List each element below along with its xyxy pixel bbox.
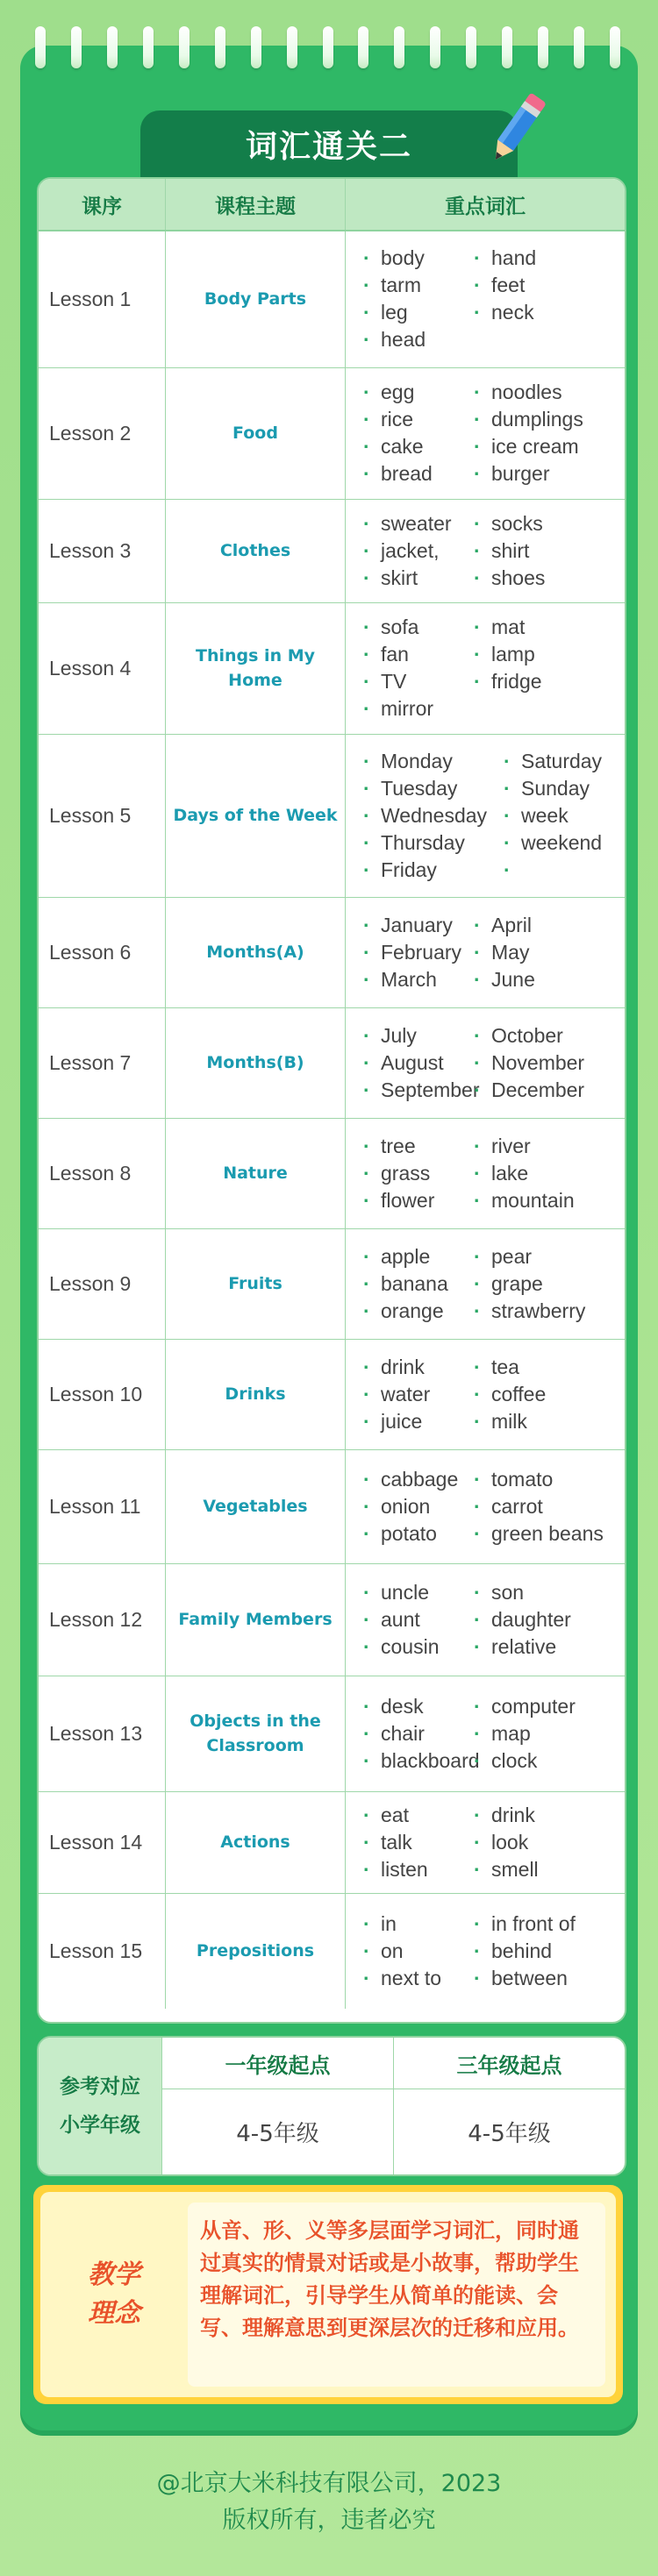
vocabulary-word: · shirt: [474, 537, 545, 565]
vocabulary-word: · August: [363, 1050, 474, 1077]
vocabulary-word: · lamp: [474, 641, 542, 668]
vocabulary-column: [363, 1022, 480, 1104]
lesson-vocabulary: [346, 1563, 626, 1676]
grade-reference-label-line2: 小学年级: [60, 2114, 140, 2137]
vocabulary-word: · tomato: [474, 1466, 604, 1493]
vocabulary-word: · daughter: [474, 1606, 571, 1633]
table-row: [39, 231, 625, 367]
vocabulary-word: · September: [363, 1077, 474, 1104]
vocabulary-word: · grass: [363, 1160, 474, 1187]
vocabulary-word: · feet: [474, 272, 536, 299]
vocabulary-word: · bread: [363, 460, 474, 487]
vocabulary-list: [346, 1905, 625, 1997]
binder-ring: [394, 26, 404, 68]
lesson-vocabulary: [346, 602, 626, 734]
teaching-label-line2: 理念: [88, 2298, 140, 2329]
lesson-topic: Days of the Week: [166, 734, 346, 897]
grade-column-first: [162, 2038, 394, 2174]
vocabulary-word: · sweater: [363, 510, 474, 537]
vocabulary-word: · socks: [474, 510, 545, 537]
vocabulary-column: [363, 510, 474, 592]
vocabulary-word: · Wednesday: [363, 802, 504, 829]
table-row: [39, 602, 625, 734]
lesson-number: Lesson 4: [39, 602, 166, 734]
vocabulary-word: · blackboard: [363, 1747, 474, 1775]
vocabulary-word: · potato: [363, 1520, 474, 1548]
lesson-number: Lesson 5: [39, 734, 166, 897]
table-row: [39, 897, 625, 1007]
copyright-footer: [0, 2466, 658, 2539]
vocabulary-list: [346, 1348, 625, 1441]
vocabulary-word: · TV: [363, 668, 474, 695]
vocabulary-column: [363, 1579, 474, 1661]
lesson-topic: Things in My Home: [166, 602, 346, 734]
vocabulary-column: [474, 245, 536, 353]
lesson-topic: Nature: [166, 1118, 346, 1228]
vocabulary-word: · hand: [474, 245, 536, 272]
lesson-vocabulary: [346, 499, 626, 602]
lesson-topic: Fruits: [166, 1228, 346, 1339]
vocabulary-column: [363, 1911, 474, 1992]
vocabulary-word: · on: [363, 1938, 474, 1965]
vocabulary-word: · noodles: [474, 379, 583, 406]
vocabulary-word: · skirt: [363, 565, 474, 592]
vocabulary-column: [363, 1466, 474, 1548]
lesson-number: Lesson 7: [39, 1007, 166, 1118]
lesson-number: Lesson 14: [39, 1791, 166, 1893]
vocabulary-word: · river: [474, 1133, 575, 1160]
copyright-line1: @北京大米科技有限公司，2023: [156, 2470, 502, 2497]
lesson-number: Lesson 2: [39, 367, 166, 499]
lesson-number: Lesson 11: [39, 1449, 166, 1563]
vocabulary-word: · onion: [363, 1493, 474, 1520]
vocabulary-word: · head: [363, 326, 474, 353]
vocabulary-column: [474, 1354, 546, 1435]
lesson-number: Lesson 8: [39, 1118, 166, 1228]
grade-column-third-value: 4-5年级: [468, 2121, 551, 2147]
vocabulary-list: [346, 505, 625, 597]
vocabulary-word: · lake: [474, 1160, 575, 1187]
vocabulary-word: [504, 857, 602, 884]
lesson-vocabulary: [346, 1118, 626, 1228]
lesson-vocabulary: [346, 1449, 626, 1563]
lesson-number: Lesson 6: [39, 897, 166, 1007]
lesson-vocabulary: [346, 1228, 626, 1339]
binder-ring: [574, 26, 584, 68]
vocabulary-word: · carrot: [474, 1493, 604, 1520]
vocabulary-word: · egg: [363, 379, 474, 406]
vocabulary-word: · fridge: [474, 668, 542, 695]
vocabulary-word: · drink: [363, 1354, 474, 1381]
vocabulary-word: · drink: [474, 1802, 539, 1829]
table-row: [39, 1228, 625, 1339]
teaching-philosophy-inner: [40, 2192, 616, 2397]
lesson-topic: Vegetables: [166, 1449, 346, 1563]
lesson-number: Lesson 15: [39, 1893, 166, 2009]
vocabulary-word: · December: [474, 1077, 584, 1104]
lesson-number: Lesson 9: [39, 1228, 166, 1339]
vocabulary-word: · leg: [363, 299, 474, 326]
table-row: [39, 499, 625, 602]
header-lesson: 课序: [39, 179, 166, 231]
vocabulary-list: [346, 1574, 625, 1666]
binder-ring: [251, 26, 261, 68]
table-header-row: [39, 179, 625, 231]
vocabulary-column: [363, 1133, 474, 1214]
vocabulary-word: · tea: [474, 1354, 546, 1381]
vocabulary-word: · talk: [363, 1829, 474, 1856]
vocabulary-word: · listen: [363, 1856, 474, 1883]
vocabulary-list: [346, 239, 625, 359]
lesson-number: Lesson 10: [39, 1339, 166, 1449]
vocabulary-word: · juice: [363, 1408, 474, 1435]
vocabulary-column: [474, 1466, 604, 1548]
vocabulary-word: · Sunday: [504, 775, 602, 802]
vocabulary-word: · son: [474, 1579, 571, 1606]
vocabulary-word: · desk: [363, 1693, 474, 1720]
binder-ring: [610, 26, 620, 68]
vocabulary-word: · fan: [363, 641, 474, 668]
vocabulary-word: · banana: [363, 1270, 474, 1298]
lesson-topic: Prepositions: [166, 1893, 346, 2009]
lesson-topic: Clothes: [166, 499, 346, 602]
vocabulary-word: · water: [363, 1381, 474, 1408]
vocabulary-word: · cake: [363, 433, 474, 460]
vocabulary-word: · flower: [363, 1187, 474, 1214]
vocabulary-column: [474, 1133, 575, 1214]
vocabulary-list: [346, 907, 625, 999]
binder-ring: [215, 26, 225, 68]
lesson-vocabulary: [346, 897, 626, 1007]
vocabulary-word: · clock: [474, 1747, 576, 1775]
vocabulary-column: [474, 510, 545, 592]
binder-ring: [287, 26, 297, 68]
vocabulary-column: [363, 1243, 474, 1325]
vocabulary-word: · aunt: [363, 1606, 474, 1633]
vocabulary-word: · orange: [363, 1298, 474, 1325]
lesson-topic: Body Parts: [166, 231, 346, 367]
vocabulary-word: · rice: [363, 406, 474, 433]
vocabulary-word: · burger: [474, 460, 583, 487]
vocabulary-list: [346, 1461, 625, 1553]
vocabulary-word: · Friday: [363, 857, 504, 884]
vocabulary-word: · green beans: [474, 1520, 604, 1548]
vocabulary-column: [474, 1693, 576, 1775]
vocabulary-word: · cabbage: [363, 1466, 474, 1493]
grade-column-third-head: 三年级起点: [394, 2038, 625, 2089]
vocabulary-word: · pear: [474, 1243, 585, 1270]
vocabulary-word: · November: [474, 1050, 584, 1077]
vocabulary-column: [363, 379, 474, 487]
binder-ring: [538, 26, 548, 68]
vocabulary-word: · week: [504, 802, 602, 829]
vocabulary-word: · neck: [474, 299, 536, 326]
lesson-number: Lesson 1: [39, 231, 166, 367]
copyright-line2: 版权所有，违者必究: [222, 2507, 436, 2534]
teaching-philosophy-box: [33, 2185, 623, 2404]
vocabulary-column: [363, 1354, 474, 1435]
teaching-philosophy-label: [49, 2192, 179, 2397]
table-row: [39, 1449, 625, 1563]
vocabulary-word: · mat: [474, 614, 542, 641]
vocabulary-word: · apple: [363, 1243, 474, 1270]
table-row: [39, 1791, 625, 1893]
vocabulary-word: · eat: [363, 1802, 474, 1829]
vocabulary-word: · in: [363, 1911, 474, 1938]
header-topic: 课程主题: [166, 179, 346, 231]
vocabulary-column: [363, 1802, 474, 1883]
table-row: [39, 1893, 625, 2009]
lesson-number: Lesson 12: [39, 1563, 166, 1676]
vocabulary-list: [346, 1128, 625, 1220]
teaching-label-line1: 教学: [88, 2259, 140, 2290]
vocabulary-word: · weekend: [504, 829, 602, 857]
vocabulary-column: [363, 912, 474, 993]
vocabulary-word: · tree: [363, 1133, 474, 1160]
vocabulary-word: · next to: [363, 1965, 474, 1992]
vocabulary-column: [474, 1911, 576, 1992]
table-row: [39, 1007, 625, 1118]
vocabulary-word: · October: [474, 1022, 584, 1050]
vocabulary-word: · jacket,: [363, 537, 474, 565]
binder-ring: [35, 26, 46, 68]
vocabulary-word: · April: [474, 912, 535, 939]
vocabulary-list: [346, 608, 625, 728]
vocabulary-column: [504, 748, 602, 884]
lesson-topic: Food: [166, 367, 346, 499]
vocabulary-word: · cousin: [363, 1633, 474, 1661]
vocabulary-word: · milk: [474, 1408, 546, 1435]
binder-ring: [143, 26, 154, 68]
vocabulary-column: [474, 1243, 585, 1325]
binder-ring: [466, 26, 476, 68]
lesson-vocabulary: [346, 1676, 626, 1791]
lesson-topic: Family Members: [166, 1563, 346, 1676]
lesson-topic: Months(A): [166, 897, 346, 1007]
grade-column-first-head: 一年级起点: [162, 2038, 393, 2089]
lesson-number: Lesson 3: [39, 499, 166, 602]
vocabulary-word: · in front of: [474, 1911, 576, 1938]
lesson-topic: Actions: [166, 1791, 346, 1893]
vocabulary-column: [363, 245, 474, 353]
lesson-number: Lesson 13: [39, 1676, 166, 1791]
vocabulary-list: [346, 1238, 625, 1330]
vocabulary-word: · January: [363, 912, 474, 939]
vocabulary-word: · uncle: [363, 1579, 474, 1606]
lesson-vocabulary: [346, 1007, 626, 1118]
vocabulary-word: · June: [474, 966, 535, 993]
grade-reference-label: [39, 2038, 162, 2174]
vocabulary-word: · July: [363, 1022, 474, 1050]
vocabulary-word: · sofa: [363, 614, 474, 641]
vocabulary-word: · February: [363, 939, 474, 966]
binder-ring: [502, 26, 512, 68]
vocabulary-list: [346, 374, 625, 493]
vocabulary-word: · strawberry: [474, 1298, 585, 1325]
lesson-vocabulary: [346, 1339, 626, 1449]
teaching-philosophy-text: 从音、形、义等多层面学习词汇，同时通过真实的情景对话或是小故事，帮助学生理解词汇，引导学生从简单的能读、会写、理解意思到更深层次的迁移和应用。: [188, 2202, 605, 2387]
table-row: [39, 1676, 625, 1791]
vocabulary-word: · relative: [474, 1633, 571, 1661]
grade-reference-label-line1: 参考对应: [60, 2075, 140, 2098]
lesson-vocabulary: [346, 1791, 626, 1893]
pencil-icon: [478, 84, 557, 172]
vocabulary-word: · Monday: [363, 748, 504, 775]
vocabulary-table: [37, 177, 626, 2024]
vocabulary-word: · smell: [474, 1856, 539, 1883]
vocabulary-list: [346, 1797, 625, 1889]
vocabulary-word: · body: [363, 245, 474, 272]
vocabulary-column: [474, 379, 583, 487]
table-row: [39, 367, 625, 499]
vocabulary-word: · shoes: [474, 565, 545, 592]
grade-reference-box: [37, 2036, 626, 2176]
vocabulary-word: · between: [474, 1965, 576, 1992]
table-row: [39, 1339, 625, 1449]
binder-rings: [35, 26, 623, 70]
vocabulary-column: [474, 912, 535, 993]
vocabulary-list: [346, 743, 625, 889]
lesson-vocabulary: [346, 1893, 626, 2009]
vocabulary-word: · mirror: [363, 695, 474, 722]
vocabulary-word: · look: [474, 1829, 539, 1856]
vocabulary-word: · behind: [474, 1938, 576, 1965]
vocabulary-word: · mountain: [474, 1187, 575, 1214]
lesson-topic: Months(B): [166, 1007, 346, 1118]
vocabulary-column: [363, 748, 504, 884]
vocabulary-word: · Tuesday: [363, 775, 504, 802]
lesson-vocabulary: [346, 367, 626, 499]
vocabulary-column: [474, 614, 542, 722]
table-row: [39, 1563, 625, 1676]
vocabulary-column: [363, 614, 474, 722]
grade-column-third: [394, 2038, 625, 2174]
binder-ring: [358, 26, 368, 68]
vocabulary-word: · March: [363, 966, 474, 993]
vocabulary-word: · May: [474, 939, 535, 966]
vocabulary-word: · Saturday: [504, 748, 602, 775]
vocabulary-column: [474, 1802, 539, 1883]
vocabulary-list: [346, 1017, 625, 1109]
page-title: 词汇通关二: [245, 128, 412, 165]
binder-ring: [107, 26, 118, 68]
vocabulary-word: · chair: [363, 1720, 474, 1747]
vocabulary-word: · grape: [474, 1270, 585, 1298]
vocabulary-word: · Thursday: [363, 829, 504, 857]
vocabulary-column: [474, 1022, 584, 1104]
binder-ring: [179, 26, 190, 68]
vocabulary-word: · coffee: [474, 1381, 546, 1408]
vocabulary-word: · tarm: [363, 272, 474, 299]
vocabulary-word: · ice cream: [474, 433, 583, 460]
lesson-vocabulary: [346, 734, 626, 897]
table-row: [39, 1118, 625, 1228]
title-tab: [140, 110, 518, 177]
vocabulary-column: [363, 1693, 480, 1775]
binder-ring: [430, 26, 440, 68]
vocabulary-word: · computer: [474, 1693, 576, 1720]
vocabulary-column: [474, 1579, 571, 1661]
binder-ring: [323, 26, 333, 68]
lesson-topic: Objects in the Classroom: [166, 1676, 346, 1791]
vocabulary-word: · dumplings: [474, 406, 583, 433]
lesson-vocabulary: [346, 231, 626, 367]
vocabulary-list: [346, 1688, 625, 1780]
grade-column-first-value: 4-5年级: [236, 2121, 319, 2147]
lesson-topic: Drinks: [166, 1339, 346, 1449]
header-vocabulary: 重点词汇: [346, 179, 626, 231]
vocabulary-word: · map: [474, 1720, 576, 1747]
table-row: [39, 734, 625, 897]
binder-ring: [71, 26, 82, 68]
